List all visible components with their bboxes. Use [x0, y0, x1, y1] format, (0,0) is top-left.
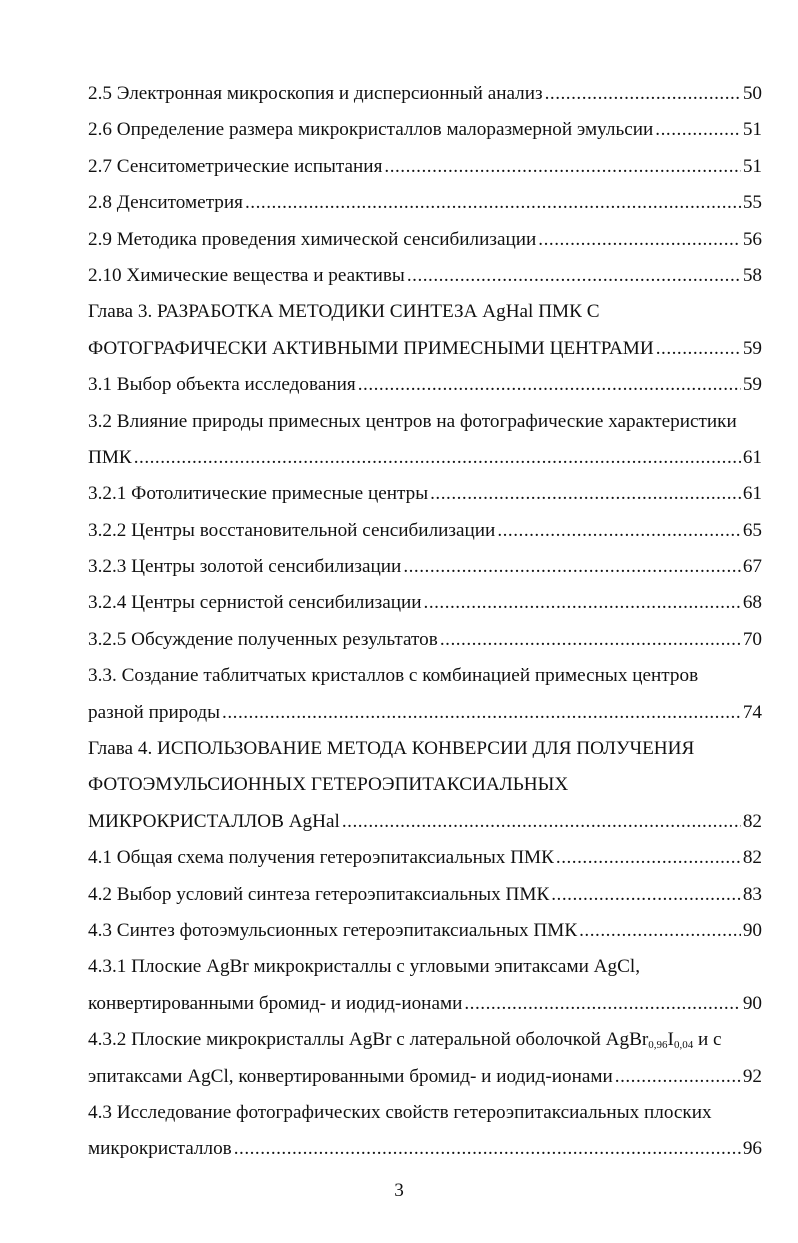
- toc-entry-title-cont: разной природы: [88, 701, 221, 723]
- toc-entry-title: Глава 4. ИСПОЛЬЗОВАНИЕ МЕТОДА КОНВЕРСИИ ДЛЯ ПОЛУЧЕНИЯ: [88, 738, 695, 760]
- toc-leader-dots: [384, 149, 740, 185]
- toc-entry-page: 74: [742, 701, 762, 723]
- toc-entry[interactable]: [88, 258, 762, 294]
- toc-entry-page: 58: [742, 264, 762, 286]
- toc-leader-dots: [358, 367, 741, 403]
- toc-title-part: I: [667, 1029, 674, 1051]
- toc-leader-dots: [134, 440, 741, 476]
- toc-entry-title: 3.2.3 Центры золотой сенсибилизации: [88, 556, 402, 578]
- toc-entry-title: [88, 1022, 722, 1058]
- toc-entry-page: 90: [742, 992, 762, 1014]
- toc-entry-page: 83: [742, 883, 762, 905]
- toc-leader-dots: [407, 258, 741, 294]
- toc-entry-title: 3.2.2 Центры восстановительной сенсибилизации: [88, 519, 496, 541]
- toc-leader-dots: [655, 112, 741, 148]
- toc-entry-page: 51: [742, 119, 762, 141]
- toc-entry[interactable]: [88, 222, 762, 258]
- toc-leader-dots: [403, 549, 740, 585]
- toc-entry-title: 3.1 Выбор объекта исследования: [88, 374, 356, 396]
- toc-entry-title: Глава 3. РАЗРАБОТКА МЕТОДИКИ СИНТЕЗА AgHal ПМК С: [88, 301, 600, 323]
- toc-entry[interactable]: [88, 76, 762, 112]
- toc-chapter-heading[interactable]: [88, 731, 762, 767]
- toc-entry-page: 82: [742, 847, 762, 869]
- toc-entry-title-cont: ФОТОГРАФИЧЕСКИ АКТИВНЫМИ ПРИМЕСНЫМИ ЦЕНТРАМИ: [88, 337, 654, 359]
- toc-entry-continuation[interactable]: [88, 804, 762, 840]
- toc-entry-title: 4.2 Выбор условий синтеза гетероэпитаксиальных ПМК: [88, 883, 550, 905]
- toc-entry-page: 50: [742, 83, 762, 104]
- toc-entry-page: 68: [742, 592, 762, 614]
- toc-entry-title: 4.3 Синтез фотоэмульсионных гетероэпитаксиальных ПМК: [88, 919, 578, 941]
- toc-entry-title: 4.1 Общая схема получения гетероэпитаксиальных ПМК: [88, 847, 554, 869]
- toc-leader-dots: [245, 185, 741, 221]
- toc-entry-title-cont: микрокристаллов: [88, 1138, 232, 1160]
- toc-entry[interactable]: [88, 112, 762, 148]
- toc-entry[interactable]: [88, 622, 762, 658]
- toc-entry-continuation[interactable]: [88, 331, 762, 367]
- toc-entry[interactable]: [88, 149, 762, 185]
- toc-leader-dots: [342, 804, 741, 840]
- toc-title-part: 4.3.2 Плоские микрокристаллы AgBr с латеральной оболочкой AgBr: [88, 1029, 649, 1051]
- table-of-contents: [88, 76, 762, 1168]
- toc-entry[interactable]: [88, 1022, 762, 1058]
- toc-leader-dots: [430, 476, 741, 512]
- toc-entry-title: 3.2.1 Фотолитические примесные центры: [88, 483, 429, 505]
- toc-entry-title-cont: МИКРОКРИСТАЛЛОВ AgHal: [88, 810, 340, 832]
- toc-entry-continuation[interactable]: [88, 986, 762, 1022]
- toc-leader-dots: [556, 840, 741, 876]
- toc-entry-continuation[interactable]: [88, 1059, 762, 1095]
- toc-entry[interactable]: [88, 658, 762, 694]
- toc-entry-title-cont: ПМК: [88, 446, 132, 468]
- toc-entry[interactable]: [88, 476, 762, 512]
- toc-entry[interactable]: [88, 1095, 762, 1131]
- toc-entry-page: 51: [742, 155, 762, 177]
- toc-entry-page: 65: [742, 519, 762, 541]
- toc-entry[interactable]: [88, 913, 762, 949]
- toc-entry-page: 67: [742, 556, 762, 578]
- toc-entry-title-cont: конвертированными бромид- и иодид-ионами: [88, 992, 463, 1014]
- toc-entry[interactable]: [88, 877, 762, 913]
- toc-entry-continuation[interactable]: [88, 440, 762, 476]
- toc-entry-title: 3.2.5 Обсуждение полученных результатов: [88, 628, 438, 650]
- toc-entry-title: 3.2.4 Центры сернистой сенсибилизации: [88, 592, 422, 614]
- toc-entry-title-cont: эпитаксами AgCl, конвертированными бромид- и иодид-ионами: [88, 1065, 613, 1087]
- toc-entry-page: 59: [742, 374, 762, 396]
- toc-entry-page: 82: [742, 810, 762, 832]
- toc-entry-page: 59: [742, 337, 762, 359]
- toc-entry-page: 61: [742, 446, 762, 468]
- toc-entry-continuation[interactable]: [88, 695, 762, 731]
- toc-entry[interactable]: [88, 949, 762, 985]
- page-number: 3: [394, 1180, 404, 1201]
- formula-subscript: 0,96: [648, 1039, 668, 1052]
- toc-entry[interactable]: [88, 549, 762, 585]
- toc-entry-title: 2.5 Электронная микроскопия и дисперсионный анализ: [88, 83, 543, 104]
- toc-entry-page: 56: [742, 228, 762, 250]
- toc-leader-dots: [440, 622, 741, 658]
- toc-entry-title: 3.2 Влияние природы примесных центров на фотографические характеристики: [88, 410, 737, 432]
- toc-entry-continuation[interactable]: [88, 1131, 762, 1167]
- toc-leader-dots: [234, 1131, 741, 1167]
- toc-leader-dots: [464, 986, 740, 1022]
- toc-leader-dots: [222, 695, 741, 731]
- toc-entry-title: 2.10 Химические вещества и реактивы: [88, 264, 405, 286]
- toc-entry[interactable]: [88, 185, 762, 221]
- toc-entry-page: 70: [742, 628, 762, 650]
- toc-entry-title: 4.3.1 Плоские AgBr микрокристаллы с угловыми эпитаксами AgCl,: [88, 956, 641, 978]
- toc-leader-dots: [579, 913, 741, 949]
- toc-entry-title: 2.8 Денситометрия: [88, 192, 243, 214]
- toc-entry-title: 2.6 Определение размера микрокристаллов малоразмерной эмульсии: [88, 119, 654, 141]
- toc-entry-page: 55: [742, 192, 762, 214]
- toc-entry[interactable]: [88, 513, 762, 549]
- toc-entry[interactable]: [88, 585, 762, 621]
- toc-entry-title: 2.7 Сенситометрические испытания: [88, 155, 383, 177]
- toc-entry[interactable]: [88, 840, 762, 876]
- toc-entry-title: 4.3 Исследование фотографических свойств гетероэпитаксиальных плоских: [88, 1101, 712, 1123]
- formula-subscript: 0,04: [673, 1039, 694, 1052]
- toc-entry-page: 96: [742, 1138, 762, 1160]
- toc-leader-dots: [497, 513, 740, 549]
- toc-entry-page: 92: [742, 1065, 762, 1087]
- toc-leader-dots: [656, 331, 741, 367]
- toc-leader-dots: [615, 1059, 741, 1095]
- toc-entry-title: 2.9 Методика проведения химической сенсибилизации: [88, 228, 537, 250]
- toc-entry-title: 3.3. Создание таблитчатых кристаллов с комбинацией примесных центров: [88, 665, 699, 687]
- toc-title-part: и с: [693, 1029, 722, 1051]
- toc-entry-page: 90: [742, 919, 762, 941]
- toc-chapter-heading-cont[interactable]: [88, 767, 762, 803]
- toc-leader-dots: [545, 76, 741, 112]
- toc-entry-title-line2: ФОТОЭМУЛЬСИОННЫХ ГЕТЕРОЭПИТАКСИАЛЬНЫХ: [88, 774, 569, 796]
- toc-leader-dots: [538, 222, 741, 258]
- toc-entry[interactable]: [88, 404, 762, 440]
- toc-leader-dots: [424, 585, 741, 621]
- toc-leader-dots: [551, 877, 741, 913]
- toc-entry-page: 61: [742, 483, 762, 505]
- toc-chapter-heading[interactable]: [88, 294, 762, 330]
- toc-entry[interactable]: [88, 367, 762, 403]
